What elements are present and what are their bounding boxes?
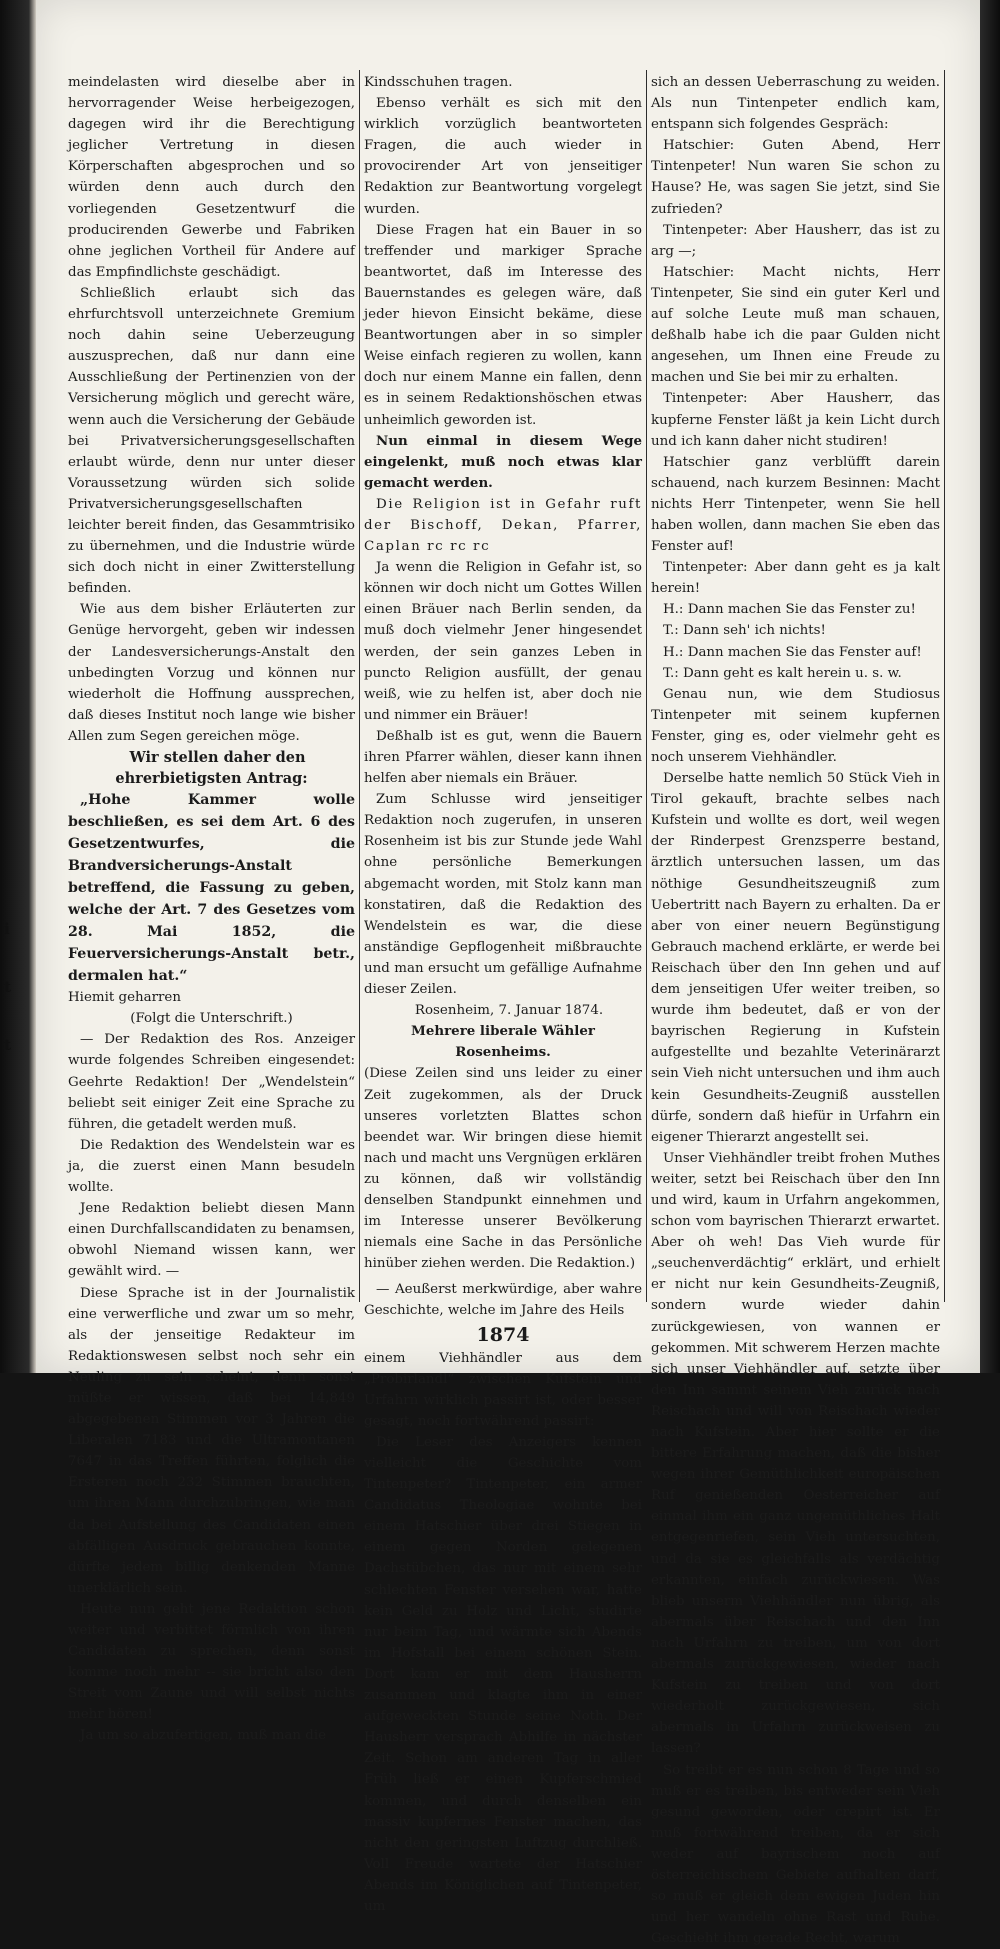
- dialogue-line: T.: Dann seh' ich nichts!: [651, 620, 940, 641]
- paragraph: Jene Redaktion beliebt diesen Mann einen Durchfallscandidaten zu benamsen, obwohl Niemand wissen kann, wer gewählt wird. —: [68, 1198, 355, 1282]
- paragraph: Deßhalb ist es gut, wenn die Bauern ihren Pfarrer wählen, dieser kann ihnen helfen aber niemals ein Bräuer.: [364, 726, 642, 789]
- paragraph: Die Leser des Anzeigers kennen vielleicht die Geschichte vom Tintenpeter? Tintenpeter, ein armer Candidatus Theologiae wohnte bei einem Hatschier über drei Stiegen in einem gegen Norden gelegenen Dachstübchen, das nur mit einem sehr schlechten Fenster versehen war, hatte kein Geld zu Holz und Licht, studirte nur beim Tag, und wärmte sich Abends im Hofstall bei einem schönen Stein. Dort kam er mit dem Hausherrn zusammen und klagte ihm in einer aufgeweckten Stunde seine Noth. Der Hausherr versprach Abhilfe in nächster Zeit. Schon am anderen Tag in aller Früh ließ er einen Kupferschmied kommen, und durch denselben ein massiv kupfernes Fenster machen, das nicht den geringsten Luftzug durchließ. Voll Freude wartete der Hatschier Abends im Königlichen auf Tintenpeter, um: [364, 1432, 642, 1917]
- motion-heading: Wir stellen daher den ehrerbietigsten Antrag:: [68, 747, 355, 789]
- gutter-mark: t: [4, 1016, 14, 1074]
- paragraph: Ja um so abzufertigen, muß man die: [68, 1725, 355, 1746]
- motion-text: „Hohe Kammer wolle beschließen, es sei dem Art. 6 des Gesetzentwurfes, die Brandversicherungs-Anstalt betreffend, die Fassung zu geben, welche der Art. 7 des Gesetzes vom 28. Mai 1852, die Feuerversicherungs-Anstalt betr., dermalen hat.“: [68, 789, 355, 987]
- page-edge: [980, 0, 1000, 1373]
- paragraph: Ja wenn die Religion in Gefahr ist, so können wir doch nicht um Gottes Willen einen Bräuer nach Berlin senden, da muß doch vielmehr Jener hingesendet werden, der sein ganzes Leben in puncto Religion ausfüllt, der genau weiß, wie zu helfen ist, aber doch nie und nimmer ein Bräuer!: [364, 557, 642, 726]
- paragraph: Derselbe hatte nemlich 50 Stück Vieh in Tirol gekauft, brachte selbes nach Kufstein und wollte es dort, weil wegen der Rinderpest Grenzsperre bestand, ärztlich untersuchen lassen, um das nöthige Gesundheitszeugniß zum Uebertritt nach Bayern zu erhalten. Da er aber von einer neuern Begünstigung Gebrauch machend erklärte, er werde bei Reischach über den Inn gehen und auf dem jenseitigen Ufer weiter treiben, so wurde ihm bedeutet, daß er von der bayrischen Regierung in Kufstein aufgestellte und bezahlte Veterinärarzt sein Vieh nicht untersuchen und ihm auch kein Gesundheits-Zeugniß ausstellen dürfe, sondern daß hiefür in Urfahrn ein eigener Thierarzt angestellt sei.: [651, 768, 940, 1148]
- column-1: [68, 72, 355, 1297]
- paragraph: Die Redaktion des Wendelstein war es ja, die zuerst einen Mann besudeln wollte.: [68, 1135, 355, 1198]
- paragraph: Die Religion ist in Gefahr ruft der Bischoff, Dekan, Pfarrer, Caplan rc rc rc: [364, 494, 642, 557]
- column-2: [364, 72, 642, 1297]
- paragraph: — Der Redaktion des Ros. Anzeiger wurde folgendes Schreiben eingesendet: Geehrte Redaktion! Der „Wendelstein“ beliebt seit einiger Zeit eine Sprache zu führen, die getadelt werden muß.: [68, 1029, 355, 1134]
- gutter-mark: t: [4, 958, 14, 1016]
- dialogue-line: H.: Dann machen Sie das Fenster auf!: [651, 642, 940, 663]
- book-binding-gutter: [0, 0, 36, 1373]
- signature: Mehrere liberale Wähler Rosenheims.: [364, 1021, 642, 1063]
- dialogue-line: Hatschier: Guten Abend, Herr Tintenpeter! Nun waren Sie schon zu Hause? He, was sagen Sie jetzt, sind Sie zufrieden?: [651, 135, 940, 219]
- dialogue-line: H.: Dann machen Sie das Fenster zu!: [651, 599, 940, 620]
- dialogue-line: Tintenpeter: Aber Hausherr, das kupferne Fenster läßt ja kein Licht durch und ich kann daher nicht studiren!: [651, 388, 940, 451]
- paragraph: meindelasten wird dieselbe aber in hervorragender Weise herbeigezogen, dagegen wird ihr die Berechtigung jeglicher Vertretung in diesen Körperschaften abgesprochen und so würden denn auch durch den vorliegenden Gesetzentwurf die producirenden Gewerbe und Fabriken ohne jeglichen Vortheil für Andere auf das Empfindlichste geschädigt.: [68, 72, 355, 283]
- column-divider: [646, 70, 647, 1302]
- paragraph: Kindsschuhen tragen.: [364, 72, 642, 93]
- paragraph: — Aeußerst merkwürdige, aber wahre Geschichte, welche im Jahre des Heils: [364, 1279, 642, 1321]
- editorial-note: (Diese Zeilen sind uns leider zu einer Zeit zugekommen, als der Druck unseres vorletzten Blattes schon beendet war. Wir bringen diese hiemit nach und macht uns Vergnügen erklären zu können, daß wir vollständig denselben Standpunkt einnehmen und im Interesse unserer Bevölkerung niemals eine Sache in das Persönliche hinüber ziehen werden. Die Redaktion.): [364, 1063, 642, 1274]
- dialogue-line: Tintenpeter: Aber dann geht es ja kalt herein!: [651, 557, 940, 599]
- paragraph: Diese Sprache ist in der Journalistik eine verwerfliche und zwar um so mehr, als der jenseitige Redakteur im Redaktionswesen selbst noch sehr ein Neuling zu sein scheint, denn sonst müßte er wissen, daß bei 14,849 abgegebenen Stimmen vor 3 Jahren die Liberalen 7183 und die Ultramontanen 7647 in das Treffen führten, folglich die Ersteren noch 232 Stimmen brauchten, um ihren Mann durchzubringen, wie man da bei Aufstellung des Candidaten einen abfälligen Ausdruck gebrauchen konnte, dürfte jedem billig denkenden Manne unerklärlich sein.: [68, 1283, 355, 1599]
- column-divider: [359, 70, 360, 1302]
- paragraph: Diese Fragen hat ein Bauer in so treffender und markiger Sprache beantwortet, daß im Interesse des Bauernstandes es gelegen wäre, daß jeder hievon Einsicht bekäme, diese Beantwortungen aber in so simpler Weise einfach regieren zu wollen, kann doch nur einem Manne ein fallen, denn es in seinem Redaktionshöschen etwas unheimlich geworden ist.: [364, 220, 642, 431]
- column-3: [651, 72, 940, 1297]
- dialogue-line: T.: Dann geht es kalt herein u. s. w.: [651, 663, 940, 684]
- page-border-right: [944, 70, 945, 1302]
- paragraph: Wie aus dem bisher Erläuterten zur Genüge hervorgeht, geben wir indessen der Landesversicherungs-Anstalt den unbedingten Vorzug und können nur wiederholt die Hoffnung aussprechen, daß dieses Institut noch lange wie bisher Allen zum Segen gereichen möge.: [68, 599, 355, 747]
- dialogue-line: Hatschier ganz verblüfft darein schauend, nach kurzem Besinnen: Macht nichts Herr Tintenpeter, wenn Sie hell haben wollen, dann machen Sie eben das Fenster auf!: [651, 452, 940, 557]
- paragraph: Unser Viehhändler treibt frohen Muthes weiter, setzt bei Reischach über den Inn und wird, kaum in Urfahrn angekommen, schon vom bayrischen Thierarzt erwartet. Aber oh weh! Das Vieh wurde für „seuchenverdächtig“ erklärt, und erhielt er nicht nur kein Gesundheits-Zeugniß, sondern wurde wieder dahin zurückgewiesen, von wannen er gekommen. Mit schwerem Herzen machte sich unser Viehhändler auf, setzte über den Inn sammt seinem Vieh zurück nach Reischach und will von Reischach wieder nach Kufstein. Aber hier sollte er die bittere Erfahrung machen, daß die bisher wegen ihrer Gemüthlichkeit europäischen Ruf genießenden Oesterreicher auf einmal ihm ein ganz ungemüthliches Halt entgegenriefen, sein Vieh untersuchten, und da sie es gleichfalls als verdächtig erkannten, einfach zurückwiesen. Was blieb unserm Viehhändler nun übrig, als abermals über Reischach und den Inn nach Urfahrn zu treiben, um von dort abermals zurückgewiesen, wieder nach Kufstein zu treiben und von dort wiederholt zurückgewiesen, sich abermals in Urfahrn zurückweisen zu lassen?: [651, 1148, 940, 1760]
- signature-note: (Folgt die Unterschrift.): [68, 1008, 355, 1029]
- closing: Hiemit geharren: [68, 987, 355, 1008]
- paragraph: sich an dessen Ueberraschung zu weiden. Als nun Tintenpeter endlich kam, entspann sich folgendes Gespräch:: [651, 72, 940, 135]
- paragraph: Schließlich erlaubt sich das ehrfurchtsvoll unterzeichnete Gremium noch dahin seine Ueberzeugung auszusprechen, daß nur dann eine Ausschließung der Pertinenzien von der Versicherung möglich und gerecht wäre, wenn auch die Versicherung der Gebäude bei Privatversicherungsgesellschaften erlaubt würde, denn nur unter dieser Voraussetzung würden sich solide Privatversicherungsgesellschaften leichter bereit finden, das Gesammtrisiko zu übernehmen, und die Industrie würde sich doch nicht in einer Zwitterstellung befinden.: [68, 283, 355, 599]
- dialogue-line: Hatschier: Macht nichts, Herr Tintenpeter, Sie sind ein guter Kerl und auf solche Leute muß man schauen, deßhalb habe ich die paar Gulden nicht angesehen, um Ihnen eine Freude zu machen und Sie bei mir zu erhalten.: [651, 262, 940, 389]
- paragraph: So treibt er es nun schon 8 Tage und so muß er es treiben, bis entweder sein Vieh gesund geworden, oder crepirt ist. Er muß fortwährend treiben, da er sich weder auf bayrischem noch auf österreichischem Gebiete aufhalten darf, so muß er gleich dem ewigen Juden hin und her wandeln ohne Rast und Ruhe. Geschieht ihm gerade Recht, warum: [651, 1760, 940, 1949]
- gutter-marks: [4, 900, 14, 1074]
- paragraph: Heute nun geht jene Redaktion schon weiter und verbittet förmlich von ihren Candidaten zu sprechen, denn sonst komme noch mehr -- sie bricht also den Streit vom Zaune und will selbst nichts mehr hören!: [68, 1599, 355, 1726]
- gutter-mark: i: [4, 900, 14, 958]
- paragraph: Nun einmal in diesem Wege eingelenkt, muß noch etwas klar gemacht werden.: [364, 431, 642, 494]
- year-heading: 1874: [364, 1322, 642, 1348]
- paragraph: Zum Schlusse wird jenseitiger Redaktion noch zugerufen, in unseren Rosenheim ist bis zur Stunde jede Wahl ohne persönliche Bemerkungen abgemacht worden, mit Stolz kann man konstatiren, daß die Redaktion des Wendelstein es war, die diese anständige Gepflogenheit mißbrauchte und man ersucht um gefällige Aufnahme dieser Zeilen.: [364, 789, 642, 1000]
- paragraph: Ebenso verhält es sich mit den wirklich vorzüglich beantworteten Fragen, die auch wieder in provocirender Art von jenseitiger Redaktion zur Beantwortung vorgelegt wurden.: [364, 93, 642, 220]
- dialogue-line: Tintenpeter: Aber Hausherr, das ist zu arg —;: [651, 220, 940, 262]
- dateline: Rosenheim, 7. Januar 1874.: [364, 1000, 642, 1021]
- paragraph: einem Viehhändler aus dem „Probirlandl“ zwischen Kufstein und Urfahrn wirklich passirt ist, oder besser gesagt, noch fortwährend passirt:: [364, 1348, 642, 1432]
- paragraph: Genau nun, wie dem Studiosus Tintenpeter mit seinem kupfernen Fenster, ging es, oder vielmehr geht es noch unserem Viehhändler.: [651, 684, 940, 768]
